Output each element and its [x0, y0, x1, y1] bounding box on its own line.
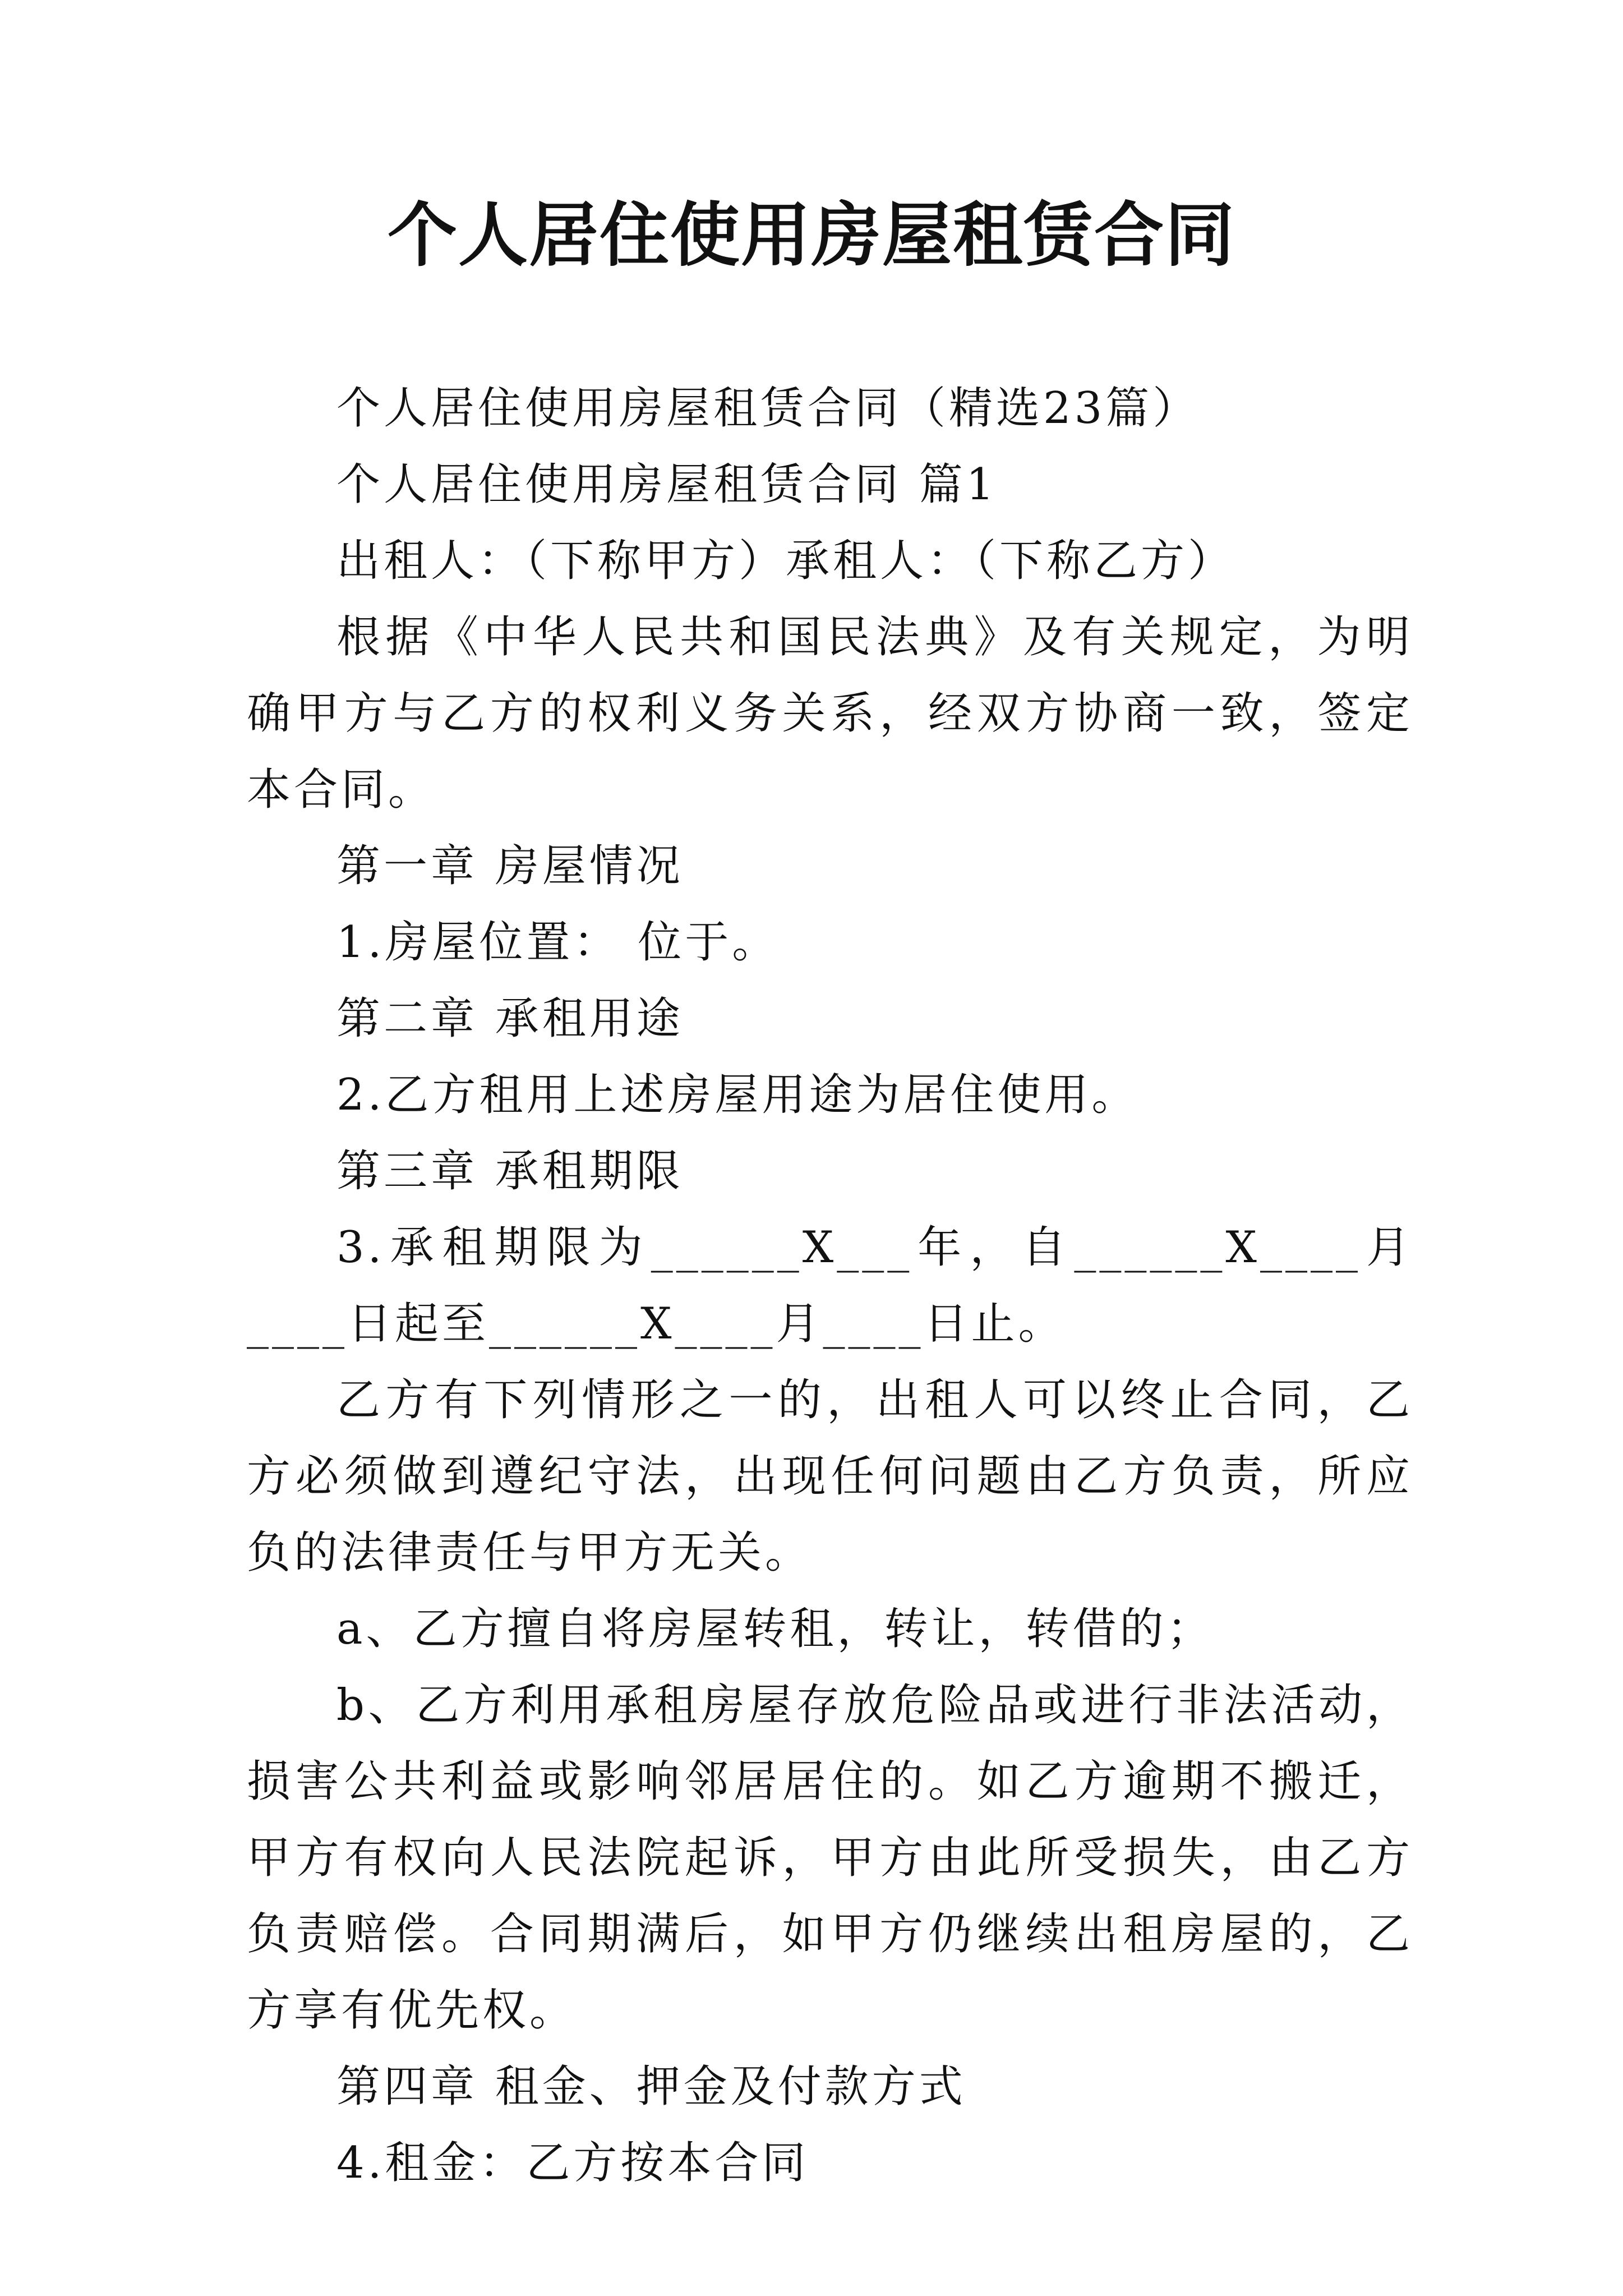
clause-2: 2.乙方租用上述房屋用途为居住使用。 — [336, 1070, 1139, 1120]
clause-4: 4.租金：乙方按本合同 — [336, 2138, 809, 2188]
paragraph-termination: 乙方有下列情形之一的，出租人可以终止合同，乙方必须做到遵纪守法，出现任何问题由乙方负责，所应负的法律责任与甲方无关。 — [247, 1375, 1413, 1578]
list-item-a: a、乙方擅自将房屋转租，转让，转借的； — [336, 1604, 1214, 1654]
chapter-heading-2: 第二章 承租用途 — [336, 993, 684, 1044]
document-title: 个人居住使用房屋租赁合同 — [387, 195, 1235, 276]
clause-3: 3.承租期限为______X___年，自______X____月____日起至______X____月____日止。 — [247, 1222, 1413, 1349]
list-item-b: b、乙方利用承租房屋存放危险品或进行非法活动，损害公共利益或影响邻居居住的。如乙方逾期不搬迁，甲方有权向人民法院起诉，甲方由此所受损失，由乙方负责赔偿。合同期满后，如甲方仍继续出租房屋的，乙方享有优先权。 — [247, 1680, 1413, 2036]
paragraph-subtitle: 个人居住使用房屋租赁合同（精选23篇） — [336, 383, 1200, 434]
chapter-heading-4: 第四章 租金、押金及付款方式 — [336, 2062, 966, 2112]
clause-1: 1.房屋位置： 位于。 — [336, 917, 780, 968]
paragraph-preamble: 根据《中华人民共和国民法典》及有关规定，为明确甲方与乙方的权利义务关系，经双方协商一致，签定本合同。 — [247, 612, 1413, 815]
paragraph-parties: 出租人：（下称甲方）承租人：（下称乙方） — [336, 536, 1235, 586]
document-body — [247, 370, 1413, 2201]
paragraph-section-heading: 个人居住使用房屋租赁合同 篇1 — [336, 459, 998, 510]
chapter-heading-1: 第一章 房屋情况 — [336, 841, 684, 891]
chapter-heading-3: 第三章 承租期限 — [336, 1146, 684, 1197]
